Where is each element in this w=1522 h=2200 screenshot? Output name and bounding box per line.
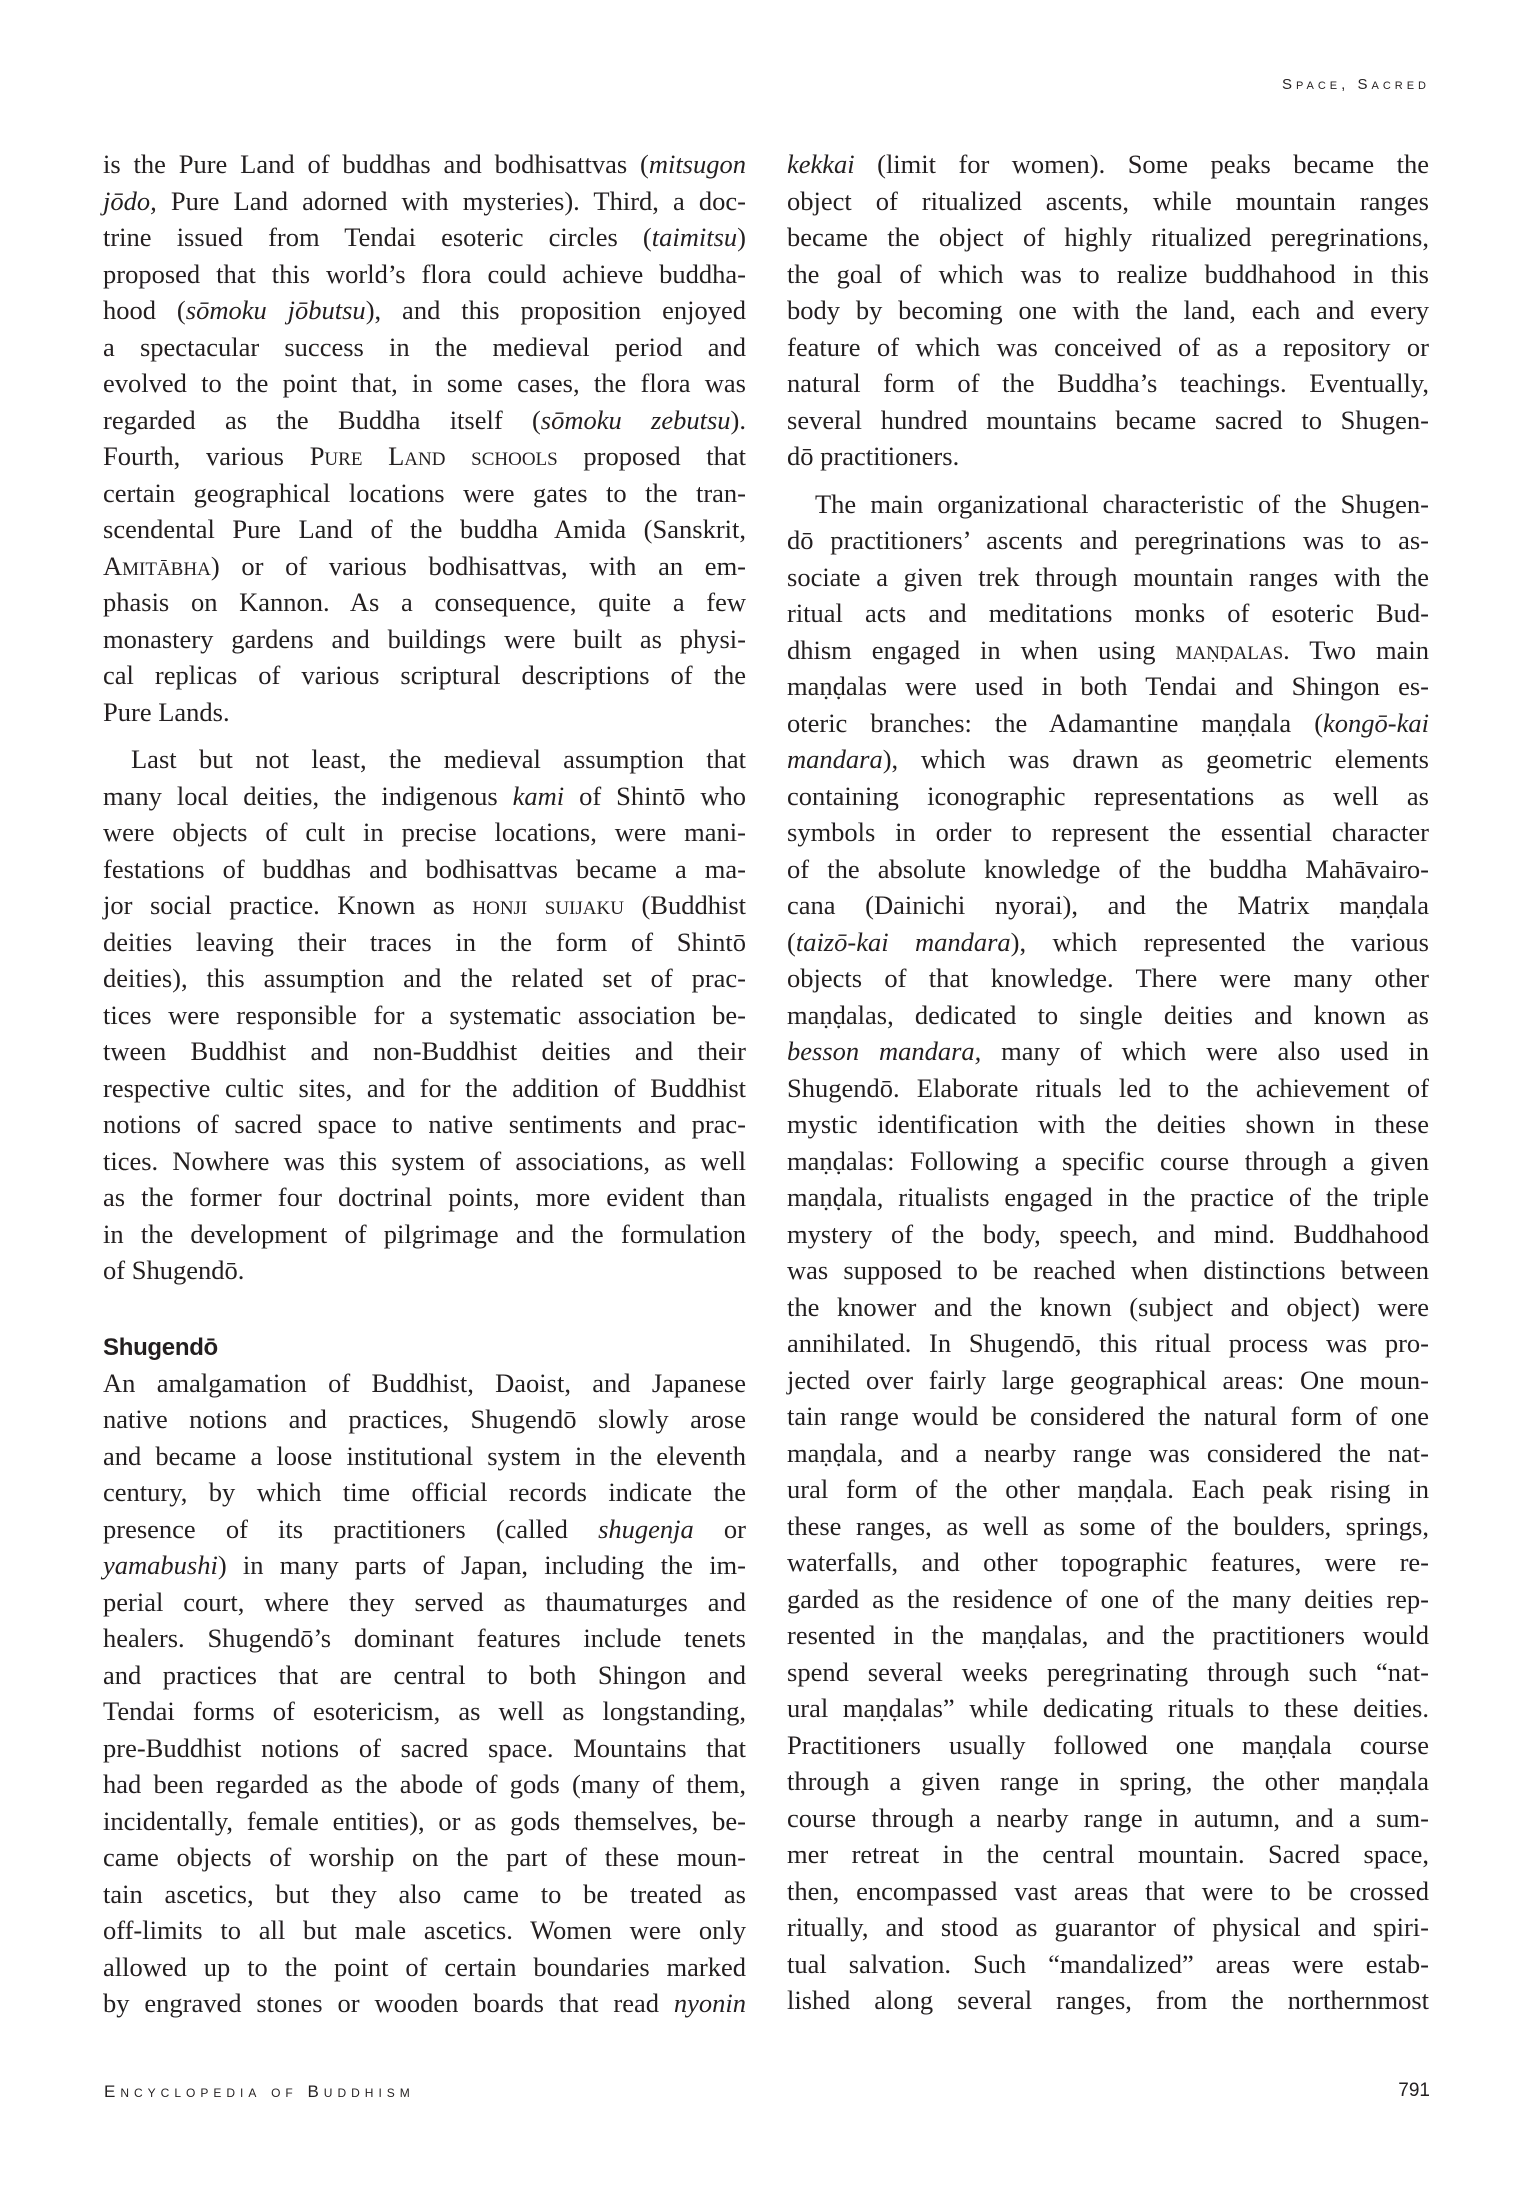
text-line: course through a nearby range in autumn, and a sum- (787, 1802, 1429, 1833)
text-line: trine issued from Tendai esoteric circles (taimitsu) (103, 222, 746, 252)
text-line: festations of buddhas and bodhisattvas became a ma- (103, 853, 746, 884)
text-line: many local deities, the indigenous kami of Shintō who (103, 780, 746, 811)
text-line: deities), this assumption and the related set of prac- (103, 963, 746, 993)
text-line: maṇḍala, and a nearby range was considered the nat- (787, 1437, 1429, 1468)
text-line: allowed up to the point of certain boundaries marked (103, 1951, 746, 1982)
page-number: 791 (1398, 2080, 1430, 2101)
text-line: tices were responsible for a systematic association be- (103, 999, 746, 1030)
section-heading-shugendo: Shugendō (103, 1333, 218, 1361)
text-line: of Shugendō. (103, 1255, 245, 1285)
text-line: these ranges, as well as some of the boulders, springs, (787, 1510, 1429, 1541)
text-line: presence of its practitioners (called shugenja or (103, 1513, 746, 1544)
text-line: Amitābha) or of various bodhisattvas, with an em- (103, 550, 746, 581)
text-line: by engraved stones or wooden boards that read nyonin (103, 1988, 746, 2018)
footer-publication-title: Encyclopedia of Buddhism (104, 2082, 415, 2101)
text-line: tual salvation. Such “mandalized” areas were estab- (787, 1948, 1429, 1979)
text-line: regarded as the Buddha itself (sōmoku zebutsu). (103, 404, 746, 435)
text-line: jected over fairly large geographical areas: One moun- (787, 1364, 1429, 1395)
text-line: then, encompassed vast areas that were to be crossed (787, 1875, 1429, 1906)
text-line: deities leaving their traces in the form of Shintō (103, 926, 746, 957)
text-line: An amalgamation of Buddhist, Daoist, and Japanese (103, 1367, 746, 1398)
text-line: Pure Lands. (103, 696, 230, 727)
text-line: came objects of worship on the part of these moun- (103, 1842, 746, 1872)
text-line: in the development of pilgrimage and the formulation (103, 1218, 746, 1249)
text-line: dhism engaged in when using maṇḍalas. Two main (787, 634, 1429, 665)
text-line: tween Buddhist and non-Buddhist deities and their (103, 1036, 746, 1066)
text-line: monastery gardens and buildings were built as physi- (103, 623, 746, 654)
text-line: Shugendō. Elaborate rituals led to the achievement of (787, 1072, 1429, 1103)
text-line: evolved to the point that, in some cases, the flora was (103, 368, 746, 398)
paragraph-honji-suijaku (103, 741, 746, 1289)
text-line: containing iconographic representations as well as (787, 780, 1429, 811)
text-line: kekkai (limit for women). Some peaks became the (787, 149, 1429, 179)
text-line: annihilated. In Shugendō, this ritual process was pro- (787, 1328, 1429, 1358)
text-line: cal replicas of various scriptural descriptions of the (103, 660, 746, 690)
paragraph-mandalas (787, 486, 1429, 2019)
text-line: besson mandara, many of which were also used in (787, 1036, 1429, 1066)
text-line: Practitioners usually followed one maṇḍala course (787, 1729, 1429, 1760)
text-line: mystery of the body, speech, and mind. Buddhahood (787, 1218, 1429, 1249)
text-line: off-limits to all but male ascetics. Women were only (103, 1915, 746, 1945)
text-line: maṇḍalas, dedicated to single deities and known as (787, 999, 1429, 1030)
text-line: waterfalls, and other topographic features, were re- (787, 1547, 1429, 1577)
text-line: maṇḍalas: Following a specific course through a given (787, 1145, 1429, 1176)
text-line: incidentally, female entities), or as gods themselves, be- (103, 1805, 746, 1836)
text-line: was supposed to be reached when distinctions between (787, 1255, 1429, 1285)
text-line: feature of which was conceived of as a repository or (787, 331, 1429, 362)
text-line: maṇḍalas were used in both Tendai and Shingon es- (787, 671, 1429, 701)
text-line: sociate a given trek through mountain ranges with the (787, 561, 1429, 592)
text-line: proposed that this world’s flora could achieve buddha- (103, 258, 746, 289)
text-line: tices. Nowhere was this system of associations, as well (103, 1145, 746, 1176)
text-line: Tendai forms of esotericism, as well as longstanding, (103, 1696, 746, 1726)
text-line: objects of that knowledge. There were many other (787, 963, 1429, 993)
text-line: garded as the residence of one of the many deities rep- (787, 1583, 1429, 1614)
text-line: body by becoming one with the land, each and every (787, 295, 1429, 325)
text-line: and practices that are central to both Shingon and (103, 1659, 746, 1690)
text-line: symbols in order to represent the essential character (787, 817, 1429, 847)
text-line: perial court, where they served as thaumaturges and (103, 1586, 746, 1617)
text-line: and became a loose institutional system in the eleventh (103, 1440, 746, 1471)
paragraph-pure-land (103, 146, 746, 730)
text-line: The main organizational characteristic of the Shugen- (815, 488, 1429, 519)
text-line: jōdo, Pure Land adorned with mysteries). Third, a doc- (103, 185, 746, 216)
text-line: pre-Buddhist notions of sacred space. Mountains that (103, 1732, 746, 1763)
text-line: natural form of the Buddha’s teachings. Eventually, (787, 368, 1429, 398)
text-line: mandara), which was drawn as geometric elements (787, 744, 1429, 774)
text-line: resented in the maṇḍalas, and the practitioners would (787, 1620, 1429, 1650)
text-line: mystic identification with the deities shown in these (787, 1109, 1429, 1139)
left-column (103, 146, 746, 2022)
text-line: tain range would be considered the natural form of one (787, 1401, 1429, 1431)
text-line: native notions and practices, Shugendō slowly arose (103, 1404, 746, 1434)
text-line: ritual acts and meditations monks of esoteric Bud- (787, 598, 1429, 628)
text-line: as the former four doctrinal points, more evident than (103, 1182, 746, 1212)
text-line: tain ascetics, but they also came to be treated as (103, 1878, 746, 1909)
text-line: dō practitioners. (787, 441, 960, 471)
text-line: a spectacular success in the medieval period and (103, 331, 746, 362)
text-line: had been regarded as the abode of gods (many of them, (103, 1769, 746, 1799)
text-line: Fourth, various Pure Land schools proposed that (103, 441, 746, 471)
text-line: the knower and the known (subject and object) were (787, 1291, 1429, 1322)
text-line: hood (sōmoku jōbutsu), and this proposition enjoyed (103, 295, 746, 325)
text-line: century, by which time official records indicate the (103, 1477, 746, 1507)
cross-reference-honji-suijaku[interactable]: honji suijaku (472, 890, 624, 920)
text-line: notions of sacred space to native sentiments and prac- (103, 1109, 746, 1139)
right-column (787, 146, 1429, 2019)
text-line: became the object of highly ritualized peregrinations, (787, 222, 1429, 252)
paragraph-ritualized-ascents (787, 146, 1429, 475)
text-line: oteric branches: the Adamantine maṇḍala (kongō-kai (787, 707, 1429, 738)
text-line: Last but not least, the medieval assumption that (131, 744, 746, 774)
text-line: the goal of which was to realize buddhahood in this (787, 258, 1429, 289)
text-line: certain geographical locations were gates to the tran- (103, 477, 746, 508)
text-line: of the absolute knowledge of the buddha Mahāvairo- (787, 853, 1429, 884)
text-line: jor social practice. Known as honji suijaku (Buddhist (103, 890, 746, 920)
text-line: ural maṇḍalas” while dedicating rituals to these deities. (787, 1693, 1429, 1723)
cross-reference-amitabha[interactable]: Amitābha (103, 550, 211, 581)
text-line: phasis on Kannon. As a consequence, quite a few (103, 587, 746, 617)
text-line: (taizō-kai mandara), which represented the various (787, 926, 1429, 957)
text-line: healers. Shugendō’s dominant features include tenets (103, 1623, 746, 1653)
text-line: several hundred mountains became sacred to Shugen- (787, 404, 1429, 435)
text-line: maṇḍala, ritualists engaged in the practice of the triple (787, 1182, 1429, 1212)
cross-reference-pure-land-schools[interactable]: Pure Land schools (309, 441, 558, 471)
text-line: ritually, and stood as guarantor of physical and spiri- (787, 1912, 1429, 1942)
text-line: is the Pure Land of buddhas and bodhisattvas (mitsugon (103, 149, 746, 179)
text-line: through a given range in spring, the other maṇḍala (787, 1766, 1429, 1796)
paragraph-shugendo (103, 1365, 746, 2022)
text-line: cana (Dainichi nyorai), and the Matrix maṇḍala (787, 890, 1429, 920)
cross-reference-mandalas[interactable]: maṇḍalas (1175, 634, 1284, 665)
text-line: spend several weeks peregrinating through such “nat- (787, 1656, 1429, 1687)
text-line: dō practitioners’ ascents and peregrinations was to as- (787, 525, 1429, 555)
text-line: respective cultic sites, and for the addition of Buddhist (103, 1072, 746, 1103)
text-line: yamabushi) in many parts of Japan, including the im- (103, 1550, 746, 1580)
text-line: were objects of cult in precise locations, were mani- (103, 817, 746, 847)
text-line: mer retreat in the central mountain. Sacred space, (787, 1839, 1429, 1869)
text-line: object of ritualized ascents, while mountain ranges (787, 185, 1429, 216)
text-line: ural form of the other maṇḍala. Each peak rising in (787, 1474, 1429, 1504)
running-head: Space, Sacred (1282, 76, 1430, 93)
text-line: lished along several ranges, from the northernmost (787, 1985, 1429, 2015)
text-line: scendental Pure Land of the buddha Amida (Sanskrit, (103, 514, 746, 544)
